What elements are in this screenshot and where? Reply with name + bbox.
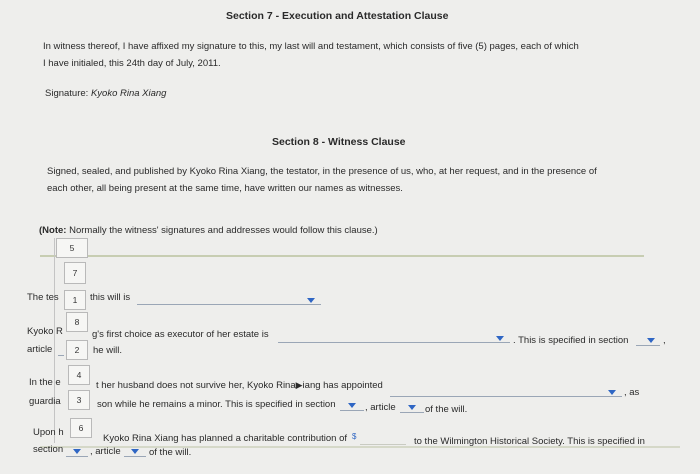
signature-label: Signature:: [45, 88, 91, 99]
chevron-down-icon[interactable]: [307, 298, 315, 303]
row2-comma: ,: [663, 335, 666, 346]
option-tile-5[interactable]: [56, 238, 88, 258]
option-label: 1: [72, 295, 78, 305]
row1-text: this will is: [90, 292, 131, 303]
option-tile-7[interactable]: [64, 262, 86, 284]
row2-prefix: Kyoko R: [27, 326, 63, 337]
row3-text: [96, 380, 383, 391]
option-tile-6[interactable]: [70, 418, 92, 438]
row3-prefix: In the e: [29, 377, 61, 388]
row4-article-dropdown[interactable]: [124, 456, 146, 457]
row3b-end: of the will.: [425, 404, 468, 415]
section8-paragraph-line1: Signed, sealed, and published by Kyoko Rina Xiang, the testator, in the presence of us, who, at her request, and in the presence of: [47, 166, 597, 177]
row4-amount-input[interactable]: [360, 444, 406, 445]
note-text: [39, 225, 378, 236]
note-label: (Note:: [39, 225, 67, 236]
row4b-article: , article: [90, 446, 121, 457]
chevron-down-icon[interactable]: [408, 405, 416, 410]
section8-heading: Section 8 - Witness Clause: [272, 136, 406, 148]
row4b-end: of the will.: [149, 447, 192, 458]
option-label: 8: [74, 317, 80, 327]
chevron-down-icon[interactable]: [131, 449, 139, 454]
row2-executor-dropdown[interactable]: [278, 342, 510, 343]
option-tile-2[interactable]: [66, 340, 88, 360]
option-tile-1[interactable]: [64, 290, 86, 310]
row1-prefix: The tes: [27, 292, 59, 303]
option-label: 6: [78, 423, 84, 433]
row2b-prefix: article: [27, 344, 53, 355]
option-tile-4[interactable]: [68, 365, 90, 385]
cursor-icon: ▶: [295, 380, 303, 390]
row3-article-dropdown[interactable]: [400, 412, 424, 413]
section7-paragraph-line1: In witness thereof, I have affixed my signature to this, my last will and testament, which consists of five (5) pages, each of which: [43, 41, 579, 52]
row2-suffix: . This is specified in section: [513, 335, 629, 346]
row1-dropdown[interactable]: [137, 304, 321, 305]
row4-prefix: Upon h: [33, 427, 64, 438]
option-label: 2: [74, 345, 80, 355]
row3-suffix: , as: [624, 387, 640, 398]
option-label: 5: [69, 243, 75, 253]
option-label: 4: [76, 370, 82, 380]
row3-text-part1: t her husband does not survive her, Kyoko Rina: [96, 380, 296, 391]
section7-paragraph-line2: I have initialed, this 24th day of July, 2011.: [43, 58, 221, 69]
row3-section-dropdown[interactable]: [340, 410, 364, 411]
row2-section-dropdown[interactable]: [636, 345, 660, 346]
row3b-text: son while he remains a minor. This is specified in section: [97, 399, 336, 410]
chevron-down-icon[interactable]: [608, 390, 616, 395]
row4-currency: $: [352, 432, 357, 441]
signature-name: Kyoko Rina Xiang: [90, 88, 167, 99]
row4-text: Kyoko Rina Xiang has planned a charitable contribution of: [103, 433, 347, 444]
chevron-down-icon[interactable]: [647, 338, 655, 343]
row3b-prefix: guardia: [29, 396, 61, 407]
option-label: 3: [76, 395, 82, 405]
row2-article-dropdown[interactable]: [58, 355, 64, 356]
row4-suffix: to the Wilmington Historical Society. This is specified in: [414, 436, 645, 447]
row3-text-part2: iang has appointed: [302, 380, 383, 391]
note-body: Normally the witness' signatures and addresses would follow this clause.): [66, 225, 378, 236]
section8-paragraph-line2: each other, all being present at the same time, have written our names as witnesses.: [47, 183, 403, 194]
row4-section-dropdown[interactable]: [66, 456, 88, 457]
option-tile-3[interactable]: [68, 390, 90, 410]
section7-heading: Section 7 - Execution and Attestation Clause: [226, 10, 449, 22]
row2-text: g's first choice as executor of her estate is: [92, 329, 269, 340]
chevron-down-icon[interactable]: [73, 449, 81, 454]
chevron-down-icon[interactable]: [496, 336, 504, 341]
row3b-article: , article: [365, 402, 396, 413]
option-tile-8[interactable]: [66, 312, 88, 332]
option-label: 7: [72, 268, 78, 278]
chevron-down-icon[interactable]: [348, 403, 356, 408]
row2b-text: he will.: [93, 345, 123, 356]
divider-line: [40, 255, 644, 257]
row3-guardian-dropdown[interactable]: [390, 396, 622, 397]
signature-line: [45, 88, 166, 99]
option-list-edge: [30, 238, 55, 443]
row4b-prefix: section: [33, 444, 64, 455]
